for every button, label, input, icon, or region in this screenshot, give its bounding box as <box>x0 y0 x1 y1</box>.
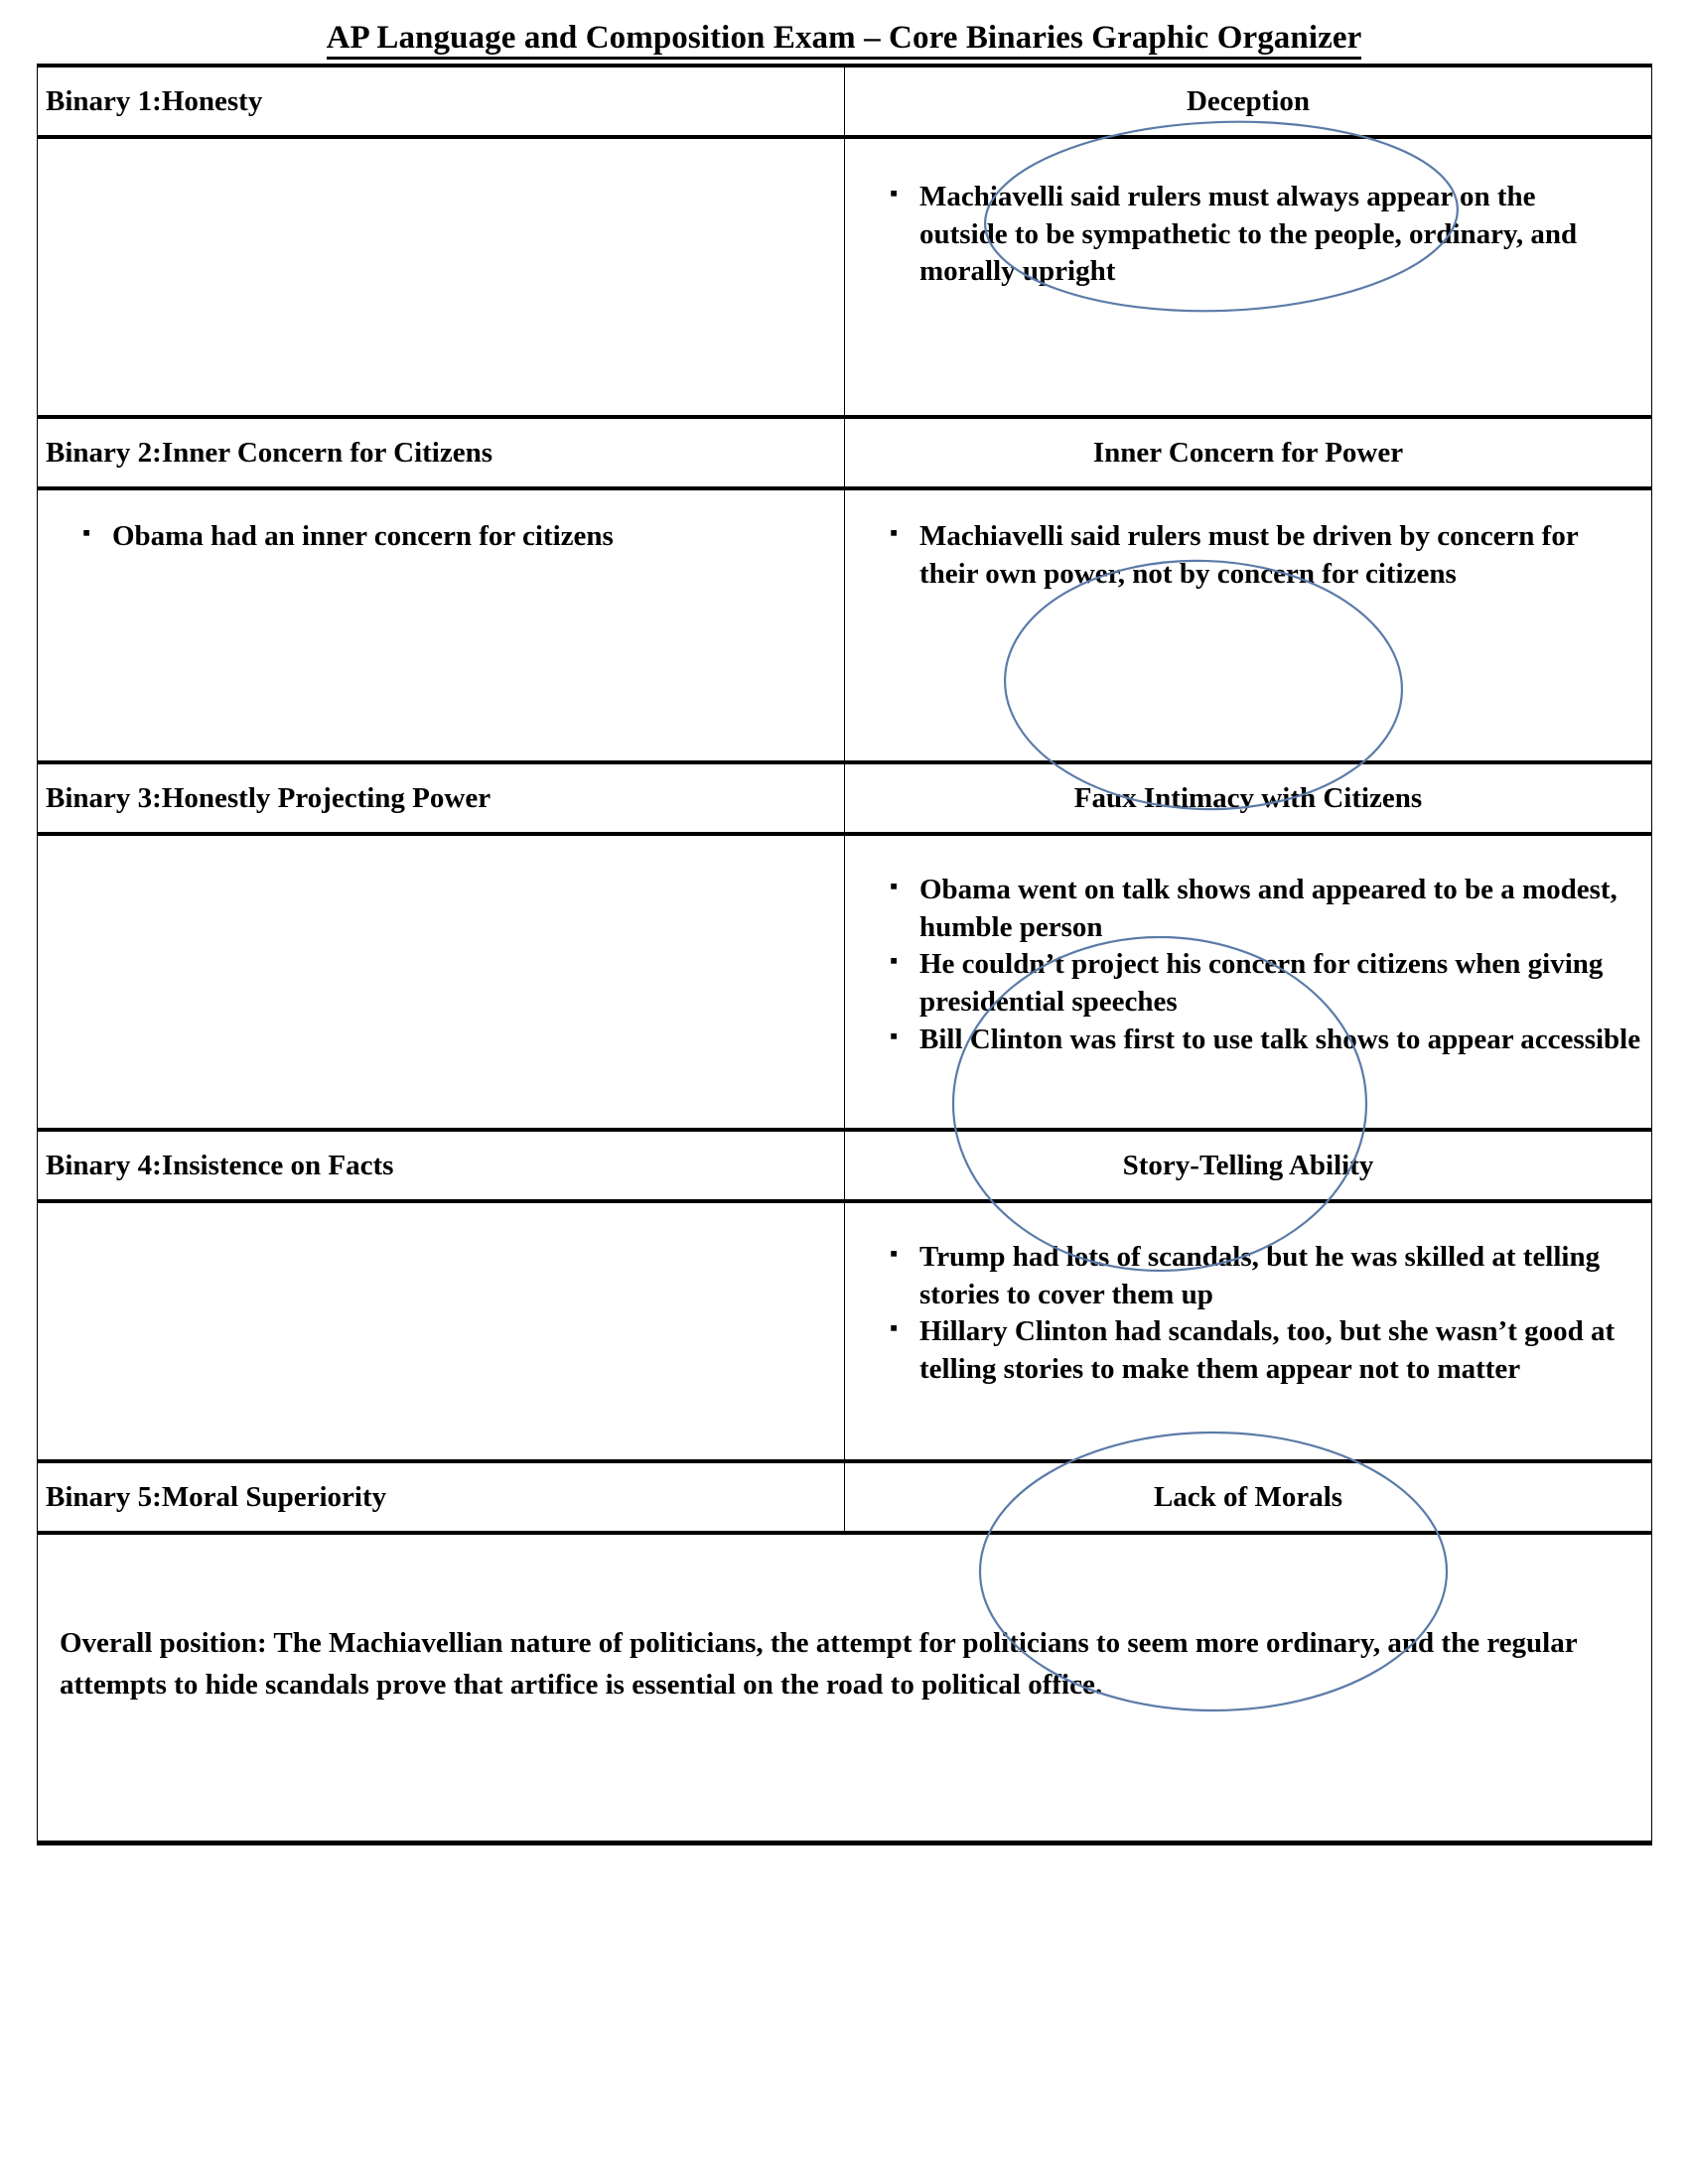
binary-3-label-row <box>38 762 1652 834</box>
binary-4-label-row <box>38 1130 1652 1201</box>
overall-position-text: Overall position: The Machiavellian nature of politicians, the attempt for politicians to seem more ordinary, and the regular attempts to hide scandals prove that artifice is essential on the road to political office. <box>60 1627 1578 1701</box>
binary-4-left-label <box>38 1150 844 1182</box>
binary-1-label-row <box>38 66 1652 137</box>
binary-3-left-content[interactable] <box>38 834 845 1130</box>
overall-position-row <box>38 1533 1652 1843</box>
binary-2-left-term: Inner Concern for Citizens <box>161 436 493 469</box>
binary-4-right-label-cell <box>845 1130 1652 1201</box>
binary-2-left-content[interactable] <box>38 488 845 762</box>
binary-1-left-label-cell <box>38 66 845 137</box>
binary-4-left-label-cell <box>38 1130 845 1201</box>
binary-4-number: Binary 4: <box>46 1149 162 1181</box>
list-item: ▪ Machiavelli said rulers must always appear on the outside to be sympathetic to the people, ordinary, and morally upright <box>868 179 1618 291</box>
list-item: ▪ Trump had lots of scandals, but he was skilled at telling stories to cover them up <box>868 1239 1641 1313</box>
binary-5-number: Binary 5: <box>46 1480 162 1513</box>
binary-4-right-content[interactable] <box>845 1201 1652 1461</box>
binaries-table <box>37 64 1652 1845</box>
binary-5-left-term: Moral Superiority <box>161 1480 387 1513</box>
binary-2-number: Binary 2: <box>46 436 162 469</box>
binary-5-label-row <box>38 1461 1652 1533</box>
overall-position-cell[interactable] <box>38 1533 1652 1843</box>
binary-5-left-label <box>38 1481 844 1514</box>
binary-3-left-label <box>38 782 844 815</box>
binary-2-left-bullet-list <box>38 490 844 556</box>
binary-4-left-content[interactable] <box>38 1201 845 1461</box>
list-item: ▪ Hillary Clinton had scandals, too, but she wasn’t good at telling stories to make them appear not to matter <box>868 1313 1641 1388</box>
binary-2-right-content[interactable] <box>845 488 1652 762</box>
binary-4-right-term: Story-Telling Ability <box>1122 1149 1374 1181</box>
binary-2-right-bullet-list <box>845 490 1651 593</box>
binary-2-right-term: Inner Concern for Power <box>1092 436 1404 469</box>
binary-5-right-label-cell <box>845 1461 1652 1533</box>
binary-5-right-term: Lack of Morals <box>1153 1480 1343 1513</box>
binary-1-left-content[interactable] <box>38 137 845 417</box>
binary-1-left-term: Honesty <box>161 84 263 117</box>
binary-3-right-term: Faux Intimacy with Citizens <box>1073 781 1423 814</box>
binary-1-content-row <box>38 137 1652 417</box>
binary-2-label-row <box>38 417 1652 488</box>
binary-1-right-label-cell <box>845 66 1652 137</box>
binary-3-right-label-cell <box>845 762 1652 834</box>
binary-1-number: Binary 1: <box>46 84 162 117</box>
binary-3-left-label-cell <box>38 762 845 834</box>
page-title-container <box>0 20 1688 60</box>
binary-3-number: Binary 3: <box>46 781 162 814</box>
binary-1-right-term: Deception <box>1186 84 1311 117</box>
binary-2-right-label-cell <box>845 417 1652 488</box>
binary-1-right-content[interactable] <box>845 137 1652 417</box>
list-item: ▪ He couldn’t project his concern for citizens when giving presidential speeches <box>868 946 1641 1021</box>
binary-3-right-bullet-list <box>845 836 1651 1058</box>
list-item: ▪ Bill Clinton was first to use talk shows to appear accessible <box>868 1022 1641 1059</box>
binary-2-left-label-cell <box>38 417 845 488</box>
page-title: AP Language and Composition Exam – Core Binaries Graphic Organizer <box>327 20 1362 60</box>
binary-3-left-term: Honestly Projecting Power <box>161 781 492 814</box>
binary-1-left-label <box>38 85 844 118</box>
binary-4-right-bullet-list <box>845 1203 1651 1389</box>
list-item: ▪ Machiavelli said rulers must be driven by concern for their own power, not by concern for citizens <box>868 518 1641 593</box>
binary-3-right-content[interactable] <box>845 834 1652 1130</box>
binary-4-content-row <box>38 1201 1652 1461</box>
list-item: ▪ Obama went on talk shows and appeared to be a modest, humble person <box>868 872 1641 946</box>
binary-2-left-label <box>38 437 844 470</box>
binary-1-right-bullet-list <box>845 139 1651 291</box>
binary-4-left-term: Insistence on Facts <box>161 1149 394 1181</box>
binary-2-content-row <box>38 488 1652 762</box>
binary-5-left-label-cell <box>38 1461 845 1533</box>
binary-3-content-row <box>38 834 1652 1130</box>
list-item: ▪ Obama had an inner concern for citizens <box>61 518 810 556</box>
